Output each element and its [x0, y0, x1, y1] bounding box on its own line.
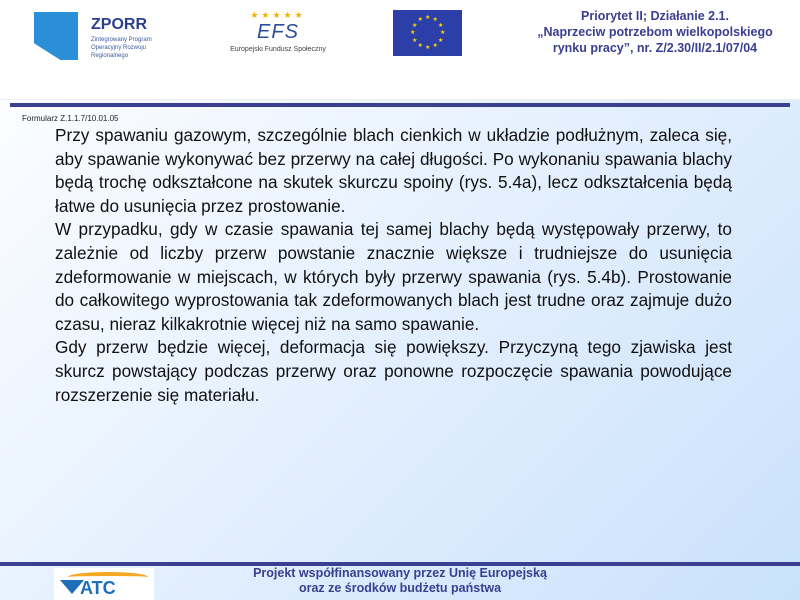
form-id: Formularz Z.1.1.7/10.01.05 — [22, 114, 119, 123]
star-icon: ★ — [412, 22, 418, 29]
star-icon: ★ — [410, 30, 416, 36]
zporr-subtitle: Zintegrowany Program Operacyjny Rozwoju Regionalnego — [91, 37, 152, 59]
funding-line: Projekt współfinansowany przez Unię Europejską — [253, 566, 547, 580]
star-icon: ★ — [425, 45, 431, 51]
star-icon: ★ — [440, 30, 446, 36]
star-icon: ★ — [437, 22, 444, 29]
funding-note — [200, 566, 600, 596]
star-icon: ★ — [425, 15, 431, 21]
priority-line: Priorytet II; Działanie 2.1. — [581, 9, 729, 23]
slide-body — [55, 124, 732, 407]
priority-info — [520, 8, 790, 56]
zporr-logo — [34, 12, 154, 62]
puzzle-icon — [34, 12, 78, 60]
star-icon: ★ — [417, 42, 423, 49]
star-icon: ★ — [437, 37, 444, 44]
priority-line: rynku pracy”, nr. Z/2.30/II/2.1/07/04 — [552, 41, 758, 55]
efs-logo — [228, 10, 328, 60]
star-icon: ★ — [417, 17, 423, 23]
stars-icon: ★★★★★ — [250, 10, 306, 20]
efs-logo-text: EFS — [257, 21, 299, 43]
header-divider — [10, 103, 790, 107]
eu-flag-icon — [393, 10, 462, 56]
star-icon: ★ — [412, 37, 418, 44]
header — [0, 0, 800, 100]
zporr-title: ZPORR — [91, 16, 147, 33]
funding-line: oraz ze środków budżetu państwa — [298, 581, 502, 595]
paragraph: Gdy przerw będzie więcej, deformacja się powiększy. Przyczyną tego zjawiska jest skurcz powstający podczas przerwy oraz ponowne rozpoczęcie spawania powodujące rozszerzenie się materiału. — [55, 337, 732, 405]
star-icon: ★ — [432, 17, 438, 23]
efs-subtitle: Europejski Fundusz Społeczny — [230, 46, 326, 53]
star-icon: ★ — [432, 42, 438, 49]
atc-logo — [54, 568, 154, 600]
paragraph: W przypadku, gdy w czasie spawania tej samej blachy będą występowały przerwy, to zależnie od liczby przerw powstanie znacznie większe i trudniejsze do usunięcia zdeformowanie w miejscach, w których były przerwy spawania (rys. 5.4b). Prostowanie do całkowitego wyprostowania tak zdeformowanych blach jest trudne oraz zajmuje dużo czasu, nieraz kilkakrotnie więcej niż na samo spawanie. — [55, 219, 732, 334]
priority-line: „Naprzeciw potrzebom wielkopolskiego — [537, 25, 773, 39]
atc-logo-text: ATC — [80, 578, 116, 598]
paragraph: Przy spawaniu gazowym, szczególnie blach cienkich w układzie podłużnym, zaleca się, aby spawanie wykonywać bez przerwy na całej długości. Po wykonaniu spawania blachy będą trochę odkształcone na skutek skurczu spoiny (rys. 5.4a), lecz odkształcenia będą łatwe do usunięcia przez prostowanie. — [55, 125, 732, 216]
